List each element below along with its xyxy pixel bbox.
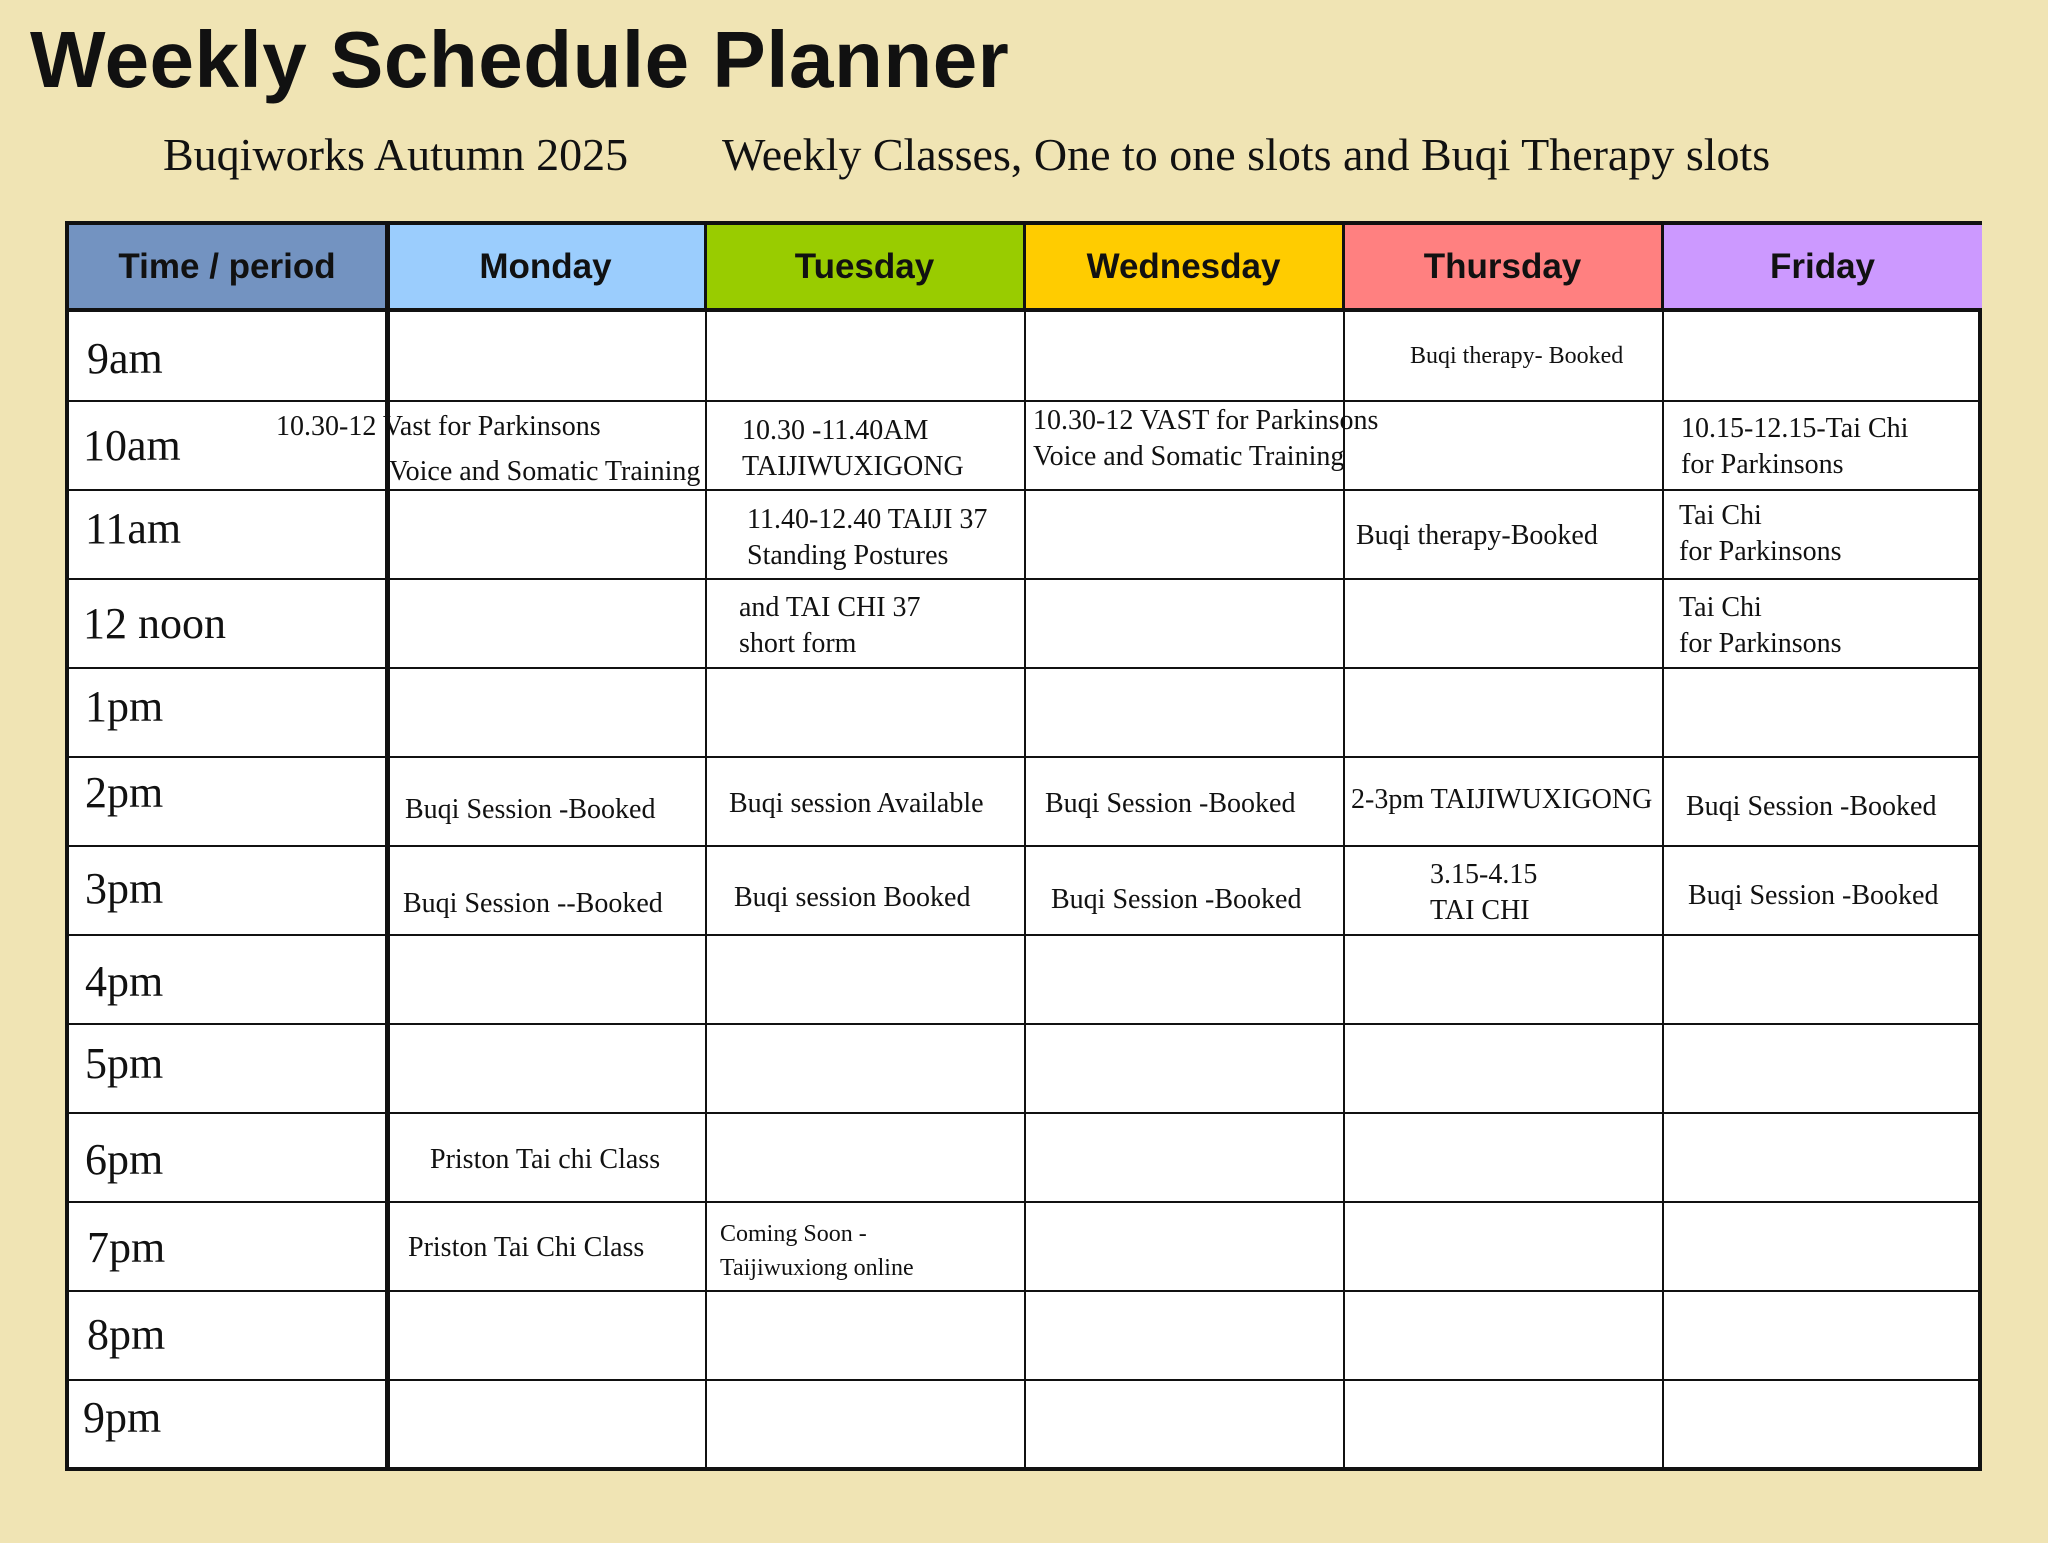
schedule-entry: Buqi Session -Booked <box>1051 884 1302 915</box>
schedule-entry: Priston Tai Chi Class <box>408 1232 645 1263</box>
time-label: 10am <box>83 421 181 470</box>
time-label: 9pm <box>83 1393 162 1442</box>
header-thursday: Thursday <box>1344 225 1663 312</box>
schedule-entry <box>1033 403 1378 476</box>
entry-line: Tai Chi <box>1679 592 1762 623</box>
time-label: 1pm <box>85 682 164 731</box>
schedule-entry <box>1679 590 1842 663</box>
grid-line <box>69 1290 1978 1292</box>
schedule-entry: Buqi Session -Booked <box>1688 880 1939 911</box>
grid-line <box>69 1201 1978 1203</box>
grid-line <box>69 1379 1978 1381</box>
grid-line <box>69 1112 1978 1114</box>
schedule-entry <box>747 502 987 575</box>
time-label: 3pm <box>85 864 164 913</box>
page-title: Weekly Schedule Planner <box>30 15 1010 104</box>
time-label: 6pm <box>85 1135 164 1184</box>
schedule-entry: Buqi Session -Booked <box>1045 788 1296 819</box>
schedule-entry: Priston Tai chi Class <box>430 1144 661 1175</box>
time-label: 4pm <box>85 957 164 1006</box>
schedule-entry: Buqi session Available <box>729 788 984 819</box>
entry-line: Tai Chi <box>1679 500 1762 531</box>
time-label: 2pm <box>85 768 164 817</box>
entry-line: for Parkinsons <box>1681 449 1844 481</box>
entry-line: for Parkinsons <box>1679 628 1842 660</box>
entry-line: 3.15-4.15 <box>1430 859 1538 890</box>
entry-line: Voice and Somatic Training <box>389 455 701 487</box>
header-wednesday: Wednesday <box>1025 225 1344 312</box>
entry-line: 10.15-12.15-Tai Chi <box>1681 413 1909 444</box>
entry-line: Voice and Somatic Training <box>1033 441 1345 473</box>
grid-line <box>69 667 1978 669</box>
entry-line: short form <box>739 628 857 660</box>
entry-line: and TAI CHI 37 <box>739 592 921 623</box>
schedule-entry <box>720 1218 914 1285</box>
subtitle-description: Weekly Classes, One to one slots and Buqi Therapy slots <box>722 129 1771 180</box>
grid-line <box>69 934 1978 936</box>
header-monday: Monday <box>387 225 706 312</box>
time-label: 7pm <box>87 1223 166 1272</box>
grid-line <box>69 1023 1978 1025</box>
time-label: 12 noon <box>83 599 226 648</box>
schedule-entry: Buqi therapy- Booked <box>1410 343 1624 369</box>
schedule-entry: Buqi Session -Booked <box>1686 791 1937 822</box>
entry-line: Coming Soon - <box>720 1221 867 1247</box>
entry-line: 10.30 -11.40AM <box>742 415 929 446</box>
schedule-entry: Buqi Session -Booked <box>405 794 656 825</box>
header-friday: Friday <box>1663 225 1982 312</box>
schedule-entry <box>1679 498 1842 571</box>
schedule-entry: Buqi therapy-Booked <box>1356 520 1598 551</box>
time-label: 5pm <box>85 1039 164 1088</box>
entry-line: Standing Postures <box>747 540 949 572</box>
grid-line <box>69 756 1978 758</box>
time-label: 8pm <box>87 1310 166 1359</box>
subtitle-organization: Buqiworks Autumn 2025 <box>163 129 629 180</box>
grid-line <box>69 845 1978 847</box>
time-label: 9am <box>87 334 163 383</box>
schedule-entry <box>739 590 921 663</box>
header-tuesday: Tuesday <box>706 225 1025 312</box>
time-label: 11am <box>85 504 182 553</box>
schedule-entry: Buqi Session --Booked <box>403 888 663 919</box>
schedule-entry: 2-3pm TAIJIWUXIGONG <box>1351 784 1653 815</box>
schedule-entry <box>742 413 964 486</box>
entry-line: 11.40-12.40 TAIJI 37 <box>747 504 988 535</box>
entry-line: 10.30-12 VAST for Parkinsons <box>1033 405 1379 436</box>
entry-line: 10.30-12 Vast for Parkinsons <box>276 411 601 442</box>
entry-line: Taijiwuxiong online <box>720 1254 914 1281</box>
grid-line <box>69 400 1978 402</box>
schedule-table <box>65 221 1982 1471</box>
header-time: Time / period <box>69 225 387 312</box>
schedule-entry: Buqi session Booked <box>734 882 971 913</box>
schedule-entry <box>1430 857 1537 930</box>
grid-line <box>69 578 1978 580</box>
schedule-entry <box>276 405 700 495</box>
entry-line: TAIJIWUXIGONG <box>742 451 964 483</box>
entry-line: TAI CHI <box>1430 895 1530 927</box>
schedule-entry <box>1681 411 1908 484</box>
entry-line: for Parkinsons <box>1679 536 1842 568</box>
